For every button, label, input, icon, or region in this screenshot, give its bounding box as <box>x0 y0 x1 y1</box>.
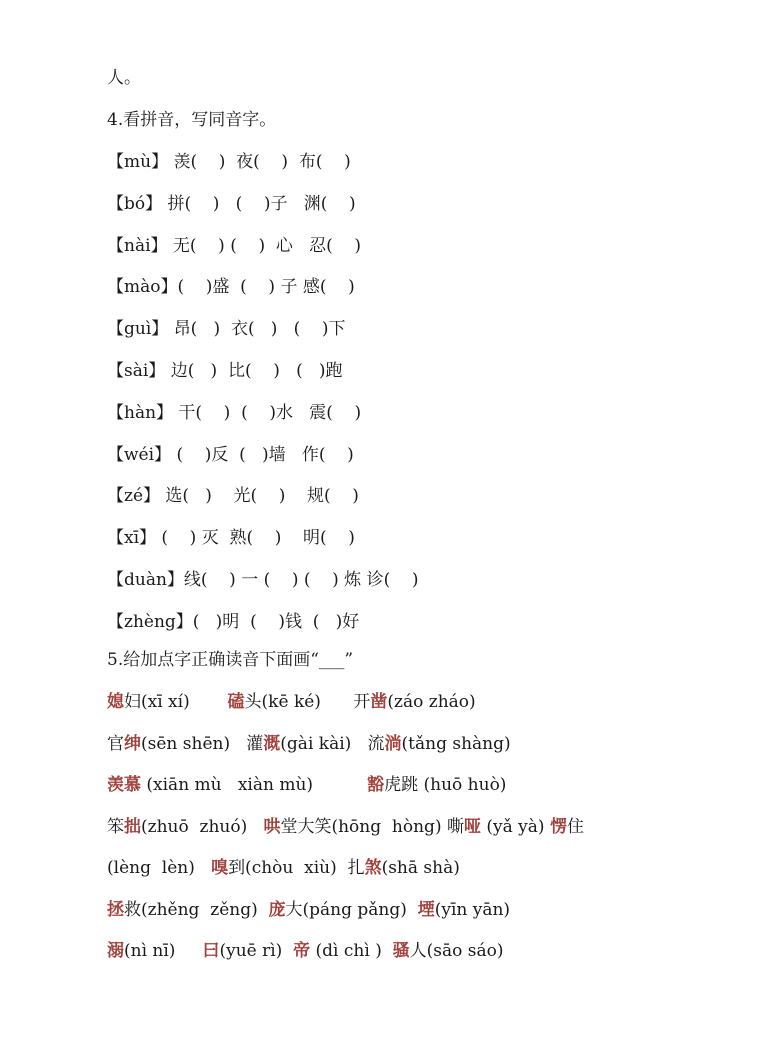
line-text: 住 <box>566 816 584 837</box>
dotted-character: 愣 <box>549 816 567 837</box>
pinyin-row: 【bó】 拼( ) ( )子 渊( ) <box>107 193 356 214</box>
dotted-character: 羡慕 <box>107 775 141 795</box>
pinyin-row: 【xī】 ( ) 灭 熟( ) 明( ) <box>107 528 355 549</box>
reading-line <box>107 690 476 714</box>
dotted-character: 磕 <box>227 692 245 712</box>
line-text: 大(páng pǎng) <box>285 899 418 920</box>
line-text: (dì chì ) <box>310 941 393 961</box>
dotted-character: 庞 <box>268 899 286 920</box>
dotted-character: 煞 <box>364 858 382 878</box>
dotted-character: 哄 <box>263 816 281 837</box>
line-text: (záo zháo) <box>387 692 476 712</box>
line-text: (xiān mù xiàn mù) <box>141 775 368 795</box>
dotted-character: 绅 <box>124 733 141 754</box>
pinyin-row: 【mù】 羡( ) 夜( ) 布( ) <box>107 152 351 172</box>
line-text: (yuē rì) <box>219 941 294 961</box>
dotted-character: 帝 <box>293 941 311 961</box>
pinyin-row: 【zé】 选( ) 光( ) 规( ) <box>107 486 359 507</box>
dotted-character: 嗅 <box>211 858 229 878</box>
dotted-character: 骚 <box>392 941 410 961</box>
line-text: (zhuō zhuó) <box>141 816 264 837</box>
dotted-character: 凿 <box>370 692 388 712</box>
pinyin-row: 【sài】 边( ) 比( ) ( )跑 <box>107 361 343 381</box>
dotted-character: 哑 <box>463 816 481 837</box>
line-text: (yīn yān) <box>434 899 511 920</box>
reading-line <box>107 939 504 963</box>
line-text: (lèng lèn) <box>107 858 212 878</box>
line-text: (yǎ yà) <box>480 816 550 837</box>
dotted-character: 淌 <box>384 733 402 754</box>
line-text: 堂大笑(hōng hòng) 嘶 <box>280 816 464 837</box>
pinyin-row: 【zhèng】( )明 ( )钱 ( )好 <box>107 611 360 632</box>
dotted-character: 溉 <box>263 733 281 754</box>
line-text: (nì nī) <box>124 941 203 961</box>
line-text: 救(zhěng zěng) <box>124 899 269 920</box>
reading-line <box>107 856 460 880</box>
line-text: 妇(xī xí) <box>124 692 228 712</box>
pinyin-row: 【nài】 无( ) ( ) 心 忍( ) <box>107 235 361 256</box>
section4-title: 4.看拼音，写同音字。 <box>107 110 277 130</box>
dotted-character: 曰 <box>202 941 220 961</box>
line-text: (shā shà) <box>381 858 460 878</box>
line-text: 到(chòu xiù) 扎 <box>228 858 365 878</box>
line-text: 官 <box>107 733 124 754</box>
reading-line <box>107 898 510 922</box>
line-text: 人(sāo sáo) <box>409 941 504 961</box>
pinyin-row: 【duàn】线( ) 一 ( ) ( ) 炼 诊( ) <box>107 570 419 590</box>
dotted-character: 拙 <box>124 816 141 837</box>
section5-title: 5.给加点字正确读音下面画“___” <box>107 650 354 670</box>
reading-line <box>107 815 584 839</box>
line-text: 笨 <box>107 816 124 837</box>
dotted-character: 豁 <box>367 775 385 795</box>
dotted-character: 拯 <box>107 899 124 920</box>
line-text: (tǎng shàng) <box>401 733 511 754</box>
dotted-character: 溺 <box>107 941 124 961</box>
dotted-character: 媳 <box>107 692 124 712</box>
reading-line <box>107 732 511 756</box>
line-text: 虎跳 (huō huò) <box>384 775 507 795</box>
line-text: 头(kē ké) 开 <box>244 692 371 712</box>
line-text: (sēn shēn) 灌 <box>141 733 264 754</box>
pinyin-row: 【wéi】 ( )反 ( )墙 作( ) <box>107 444 354 465</box>
reading-line <box>107 773 506 797</box>
line-text: (gài kài) 流 <box>280 733 385 754</box>
pinyin-row: 【hàn】 干( ) ( )水 震( ) <box>107 402 362 423</box>
intro-tail-text: 人。 <box>107 68 141 88</box>
dotted-character: 堙 <box>417 899 435 920</box>
pinyin-row: 【mào】( )盛 ( ) 子 感( ) <box>107 277 355 298</box>
pinyin-row: 【guì】 昂( ) 衣( ) ( )下 <box>107 319 346 340</box>
